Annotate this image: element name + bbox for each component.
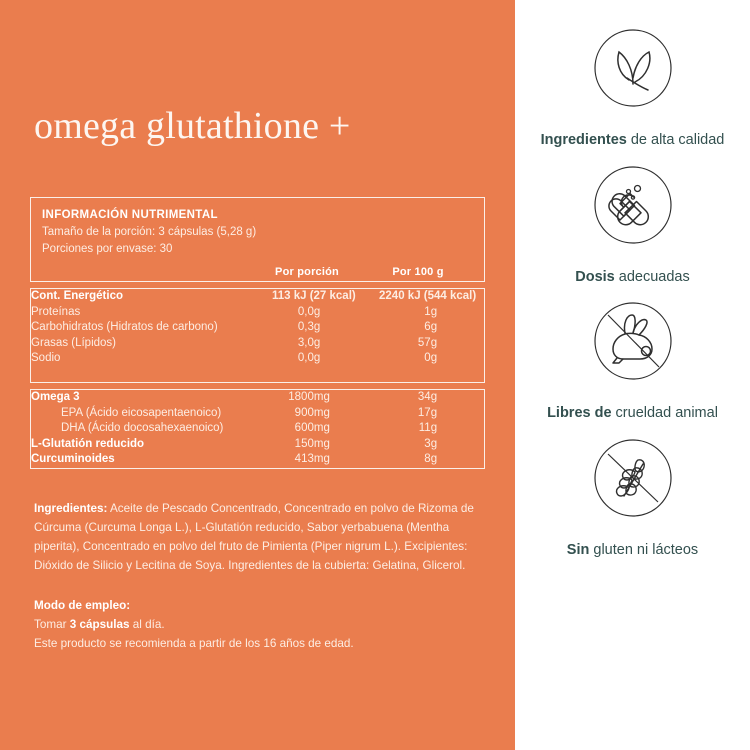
nutrient-value-per-100g: 34 bbox=[417, 391, 431, 404]
nutrient-value-per-portion: 600 bbox=[294, 422, 314, 435]
nutrient-value-per-100g: 11 bbox=[418, 422, 431, 435]
feature-label-quality bbox=[533, 130, 733, 151]
table-row bbox=[31, 406, 484, 422]
table-row bbox=[31, 289, 484, 305]
feature-label-cruelty-free-bold: Libres de bbox=[547, 405, 612, 422]
column-header-spacer bbox=[31, 266, 251, 278]
nutrient-unit-per-100g: g bbox=[430, 453, 438, 466]
table-row bbox=[31, 390, 484, 406]
nutrient-unit-per-100g: g bbox=[430, 352, 438, 365]
nutrient-unit-per-portion: mg bbox=[313, 453, 330, 466]
feature-item-gluten-free bbox=[515, 428, 750, 561]
ingredients-section bbox=[34, 500, 486, 576]
usage-line1-suffix: al día. bbox=[129, 617, 165, 631]
ingredients-title: Ingredientes: bbox=[34, 502, 108, 515]
nutrient-unit-per-100g: g bbox=[430, 336, 438, 349]
nutrient-value-per-100g: 57 bbox=[417, 336, 431, 349]
feature-label-cruelty-free bbox=[533, 403, 733, 424]
table-row bbox=[31, 351, 484, 367]
nutrition-facts-table bbox=[30, 197, 485, 469]
nutrient-unit-per-100g: g bbox=[430, 321, 438, 334]
leaf-icon bbox=[583, 18, 683, 118]
nutrition-column-headers bbox=[31, 266, 484, 281]
nutrient-value-per-100g: 2240 kJ (544 kcal) bbox=[379, 290, 477, 303]
nutrient-label: L-Glutatión reducido bbox=[31, 437, 145, 450]
table-row bbox=[31, 320, 484, 336]
nutrient-unit-per-portion: g bbox=[313, 305, 321, 318]
nutrient-value-per-portion: 413 bbox=[294, 453, 314, 466]
nutrient-unit-per-100g bbox=[431, 367, 484, 383]
nutrient-unit-per-portion: g bbox=[313, 352, 321, 365]
table-row bbox=[31, 336, 484, 352]
nutrient-value-per-100g: 0 bbox=[424, 352, 431, 365]
no-rabbit-icon bbox=[583, 291, 683, 391]
nutrient-unit-per-100g: g bbox=[430, 406, 438, 419]
usage-section bbox=[34, 597, 486, 654]
nutrient-unit-per-portion: mg bbox=[313, 437, 330, 450]
nutrient-unit-per-portion: mg bbox=[313, 391, 330, 404]
nutrient-value-per-portion bbox=[256, 367, 313, 383]
nutrient-unit-per-100g: g bbox=[430, 422, 438, 435]
nutrient-label: EPA (Ácido eicosapentaenoico) bbox=[61, 406, 222, 419]
nutrient-value-per-portion: 900 bbox=[294, 406, 314, 419]
nutrient-unit-per-portion: g bbox=[313, 336, 321, 349]
nutrient-value-per-100g: 3 bbox=[424, 437, 431, 450]
column-header-per-portion: Por porción bbox=[275, 266, 339, 279]
nutrient-label bbox=[31, 367, 256, 383]
nutrient-value-per-100g: 17 bbox=[417, 406, 431, 419]
column-header-per-100g: Por 100 g bbox=[392, 266, 444, 279]
nutrient-value-per-100g: 1 bbox=[424, 305, 431, 318]
nutrient-unit-per-100g: g bbox=[430, 391, 438, 404]
table-row bbox=[31, 421, 484, 437]
nutrient-value-per-100g: 8 bbox=[424, 453, 431, 466]
feature-label-dosage-bold: Dosis bbox=[575, 268, 615, 285]
feature-item-quality bbox=[515, 18, 750, 151]
nutrient-label: Omega 3 bbox=[31, 391, 80, 404]
usage-line1-bold: 3 cápsulas bbox=[69, 617, 130, 631]
nutrient-value-per-portion: 0,0 bbox=[297, 352, 314, 365]
nutrient-label: Proteínas bbox=[31, 305, 81, 318]
nutrient-label: Sodio bbox=[31, 352, 61, 365]
usage-line1-prefix: Tomar bbox=[34, 617, 70, 631]
nutrient-value-per-portion: 150 bbox=[294, 437, 314, 450]
nutrition-header-box bbox=[30, 197, 485, 282]
feature-label-cruelty-free-rest: crueldad animal bbox=[611, 405, 718, 422]
nutrient-label: Curcuminoides bbox=[31, 453, 115, 466]
nutrient-value-per-100g bbox=[371, 367, 430, 383]
nutrient-unit-per-100g: g bbox=[430, 437, 438, 450]
feature-label-dosage-rest: adecuadas bbox=[614, 268, 690, 285]
nutrient-unit-per-portion: mg bbox=[313, 406, 330, 419]
nutrient-unit-per-portion: g bbox=[313, 321, 321, 334]
nutrient-value-per-portion: 0,3 bbox=[297, 321, 314, 334]
nutrition-heading: INFORMACIÓN NUTRIMENTAL bbox=[42, 209, 218, 221]
nutrient-label: DHA (Ácido docosahexaenoico) bbox=[61, 422, 224, 435]
ingredients-text: Aceite de Pescado Concentrado, Concentrado en polvo de Rizoma de Cúrcuma (Curcuma Longa L.), L-Glutatión reducido, Sabor yerbabuena (Mentha piperita), Concentrado en polvo del fruto de Pimienta (Piper nigrum L.). Excipientes: Dióxido de Silicio y Lecitina de Soya. Ingredientes de la cubierta: Gelatina, Glicerol. bbox=[34, 502, 474, 572]
nutrient-value-per-portion: 3,0 bbox=[297, 336, 314, 349]
nutrition-macros-box bbox=[30, 288, 485, 383]
page-title: omega glutathione + bbox=[34, 105, 351, 147]
table-row bbox=[31, 452, 484, 468]
nutrient-label: Cont. Energético bbox=[31, 290, 124, 303]
feature-label-gluten-free bbox=[533, 540, 733, 561]
nutrient-value-per-portion: 113 kJ (27 kcal) bbox=[271, 290, 356, 303]
nutrition-actives-box bbox=[30, 389, 485, 469]
nutrient-value-per-portion: 0,0 bbox=[297, 305, 314, 318]
feature-label-dosage bbox=[533, 267, 733, 288]
nutrient-value-per-portion: 1800 bbox=[288, 391, 314, 404]
nutrient-label: Grasas (Lípidos) bbox=[31, 336, 117, 349]
macros-table bbox=[31, 289, 484, 382]
servings-per-container: Porciones por envase: 30 bbox=[42, 243, 173, 256]
feature-label-quality-rest: de alta calidad bbox=[626, 132, 725, 148]
serving-size: Tamaño de la porción: 3 cápsulas (5,28 g) bbox=[42, 226, 257, 239]
feature-label-gluten-free-rest: gluten ni lácteos bbox=[589, 541, 699, 558]
feature-item-cruelty-free bbox=[515, 291, 750, 424]
feature-label-gluten-free-bold: Sin bbox=[566, 541, 590, 558]
nutrient-unit-per-portion bbox=[314, 367, 371, 383]
feature-label-quality-bold: Ingredientes bbox=[540, 132, 627, 148]
usage-line2: Este producto se recomienda a partir de los 16 años de edad. bbox=[34, 636, 354, 650]
nutrient-value-per-100g: 6 bbox=[424, 321, 431, 334]
usage-title: Modo de empleo: bbox=[34, 599, 131, 612]
table-row bbox=[31, 305, 484, 321]
nutrient-label: Carbohidratos (Hidratos de carbono) bbox=[31, 321, 218, 334]
table-row bbox=[31, 367, 484, 383]
table-row bbox=[31, 437, 484, 453]
no-gluten-wheat-icon bbox=[583, 428, 683, 528]
actives-table bbox=[31, 390, 484, 468]
nutrient-unit-per-portion: mg bbox=[313, 422, 330, 435]
nutrient-unit-per-100g: g bbox=[430, 305, 438, 318]
feature-item-dosage bbox=[515, 155, 750, 288]
features-panel bbox=[515, 0, 750, 750]
capsule-icon bbox=[583, 155, 683, 255]
